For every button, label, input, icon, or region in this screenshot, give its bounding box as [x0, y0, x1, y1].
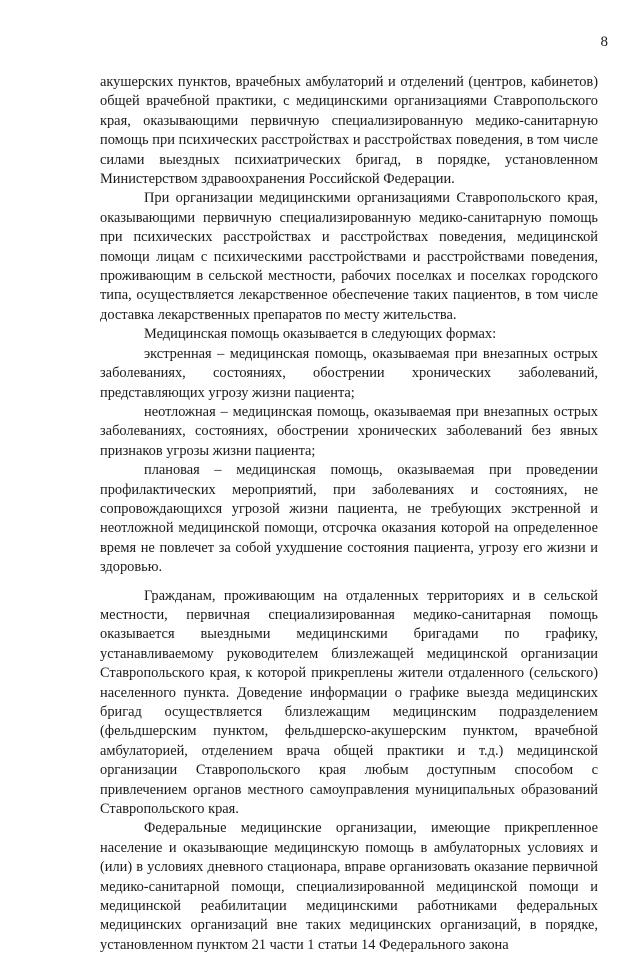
page-number: 8 [600, 34, 608, 50]
paragraph-forms-intro: Медицинская помощь оказывается в следующих формах: [144, 326, 497, 343]
paragraph-urgent: неотложная – медицинская помощь, оказываемая при внезапных острых заболеваниях, состояниях, обострении хронических заболеваний без явных признаков угрозы жизни пациента; [100, 403, 598, 459]
paragraph-planned: плановая – медицинская помощь, оказываемая при проведении профилактических мероприятий, при заболеваниях и состояниях, не сопровождающихся угрозой жизни пациента, не требующих экстренной и неотложной медицинской помощи, отсрочка оказания которой на определенное время не повлечет за собой ухудшение состояния пациента, угрозу его жизни и здоровью. [100, 462, 598, 576]
paragraph-continuation: акушерских пунктов, врачебных амбулаторий и отделений (центров, кабинетов) общей врачебной практики, с медицинскими организациями Ставропольского края, оказывающими первичную специализированную медико-санитарную помощь при психических расстройствах и расстройствах поведения, в том числе силами выездных психиатрических бригад, в порядке, установленном Министерством здравоохранения Российской Федерации. [100, 74, 598, 188]
document-body [100, 73, 598, 955]
paragraph-remote-territories: Гражданам, проживающим на отдаленных территориях и в сельской местности, первичная специализированная медико-санитарная помощь оказывается выездными медицинскими бригадами по графику, устанавливаемому руководителем близлежащей медицинской организации Ставропольского края, к которой прикреплены жители отдаленного (сельского) населенного пункта. Доведение информации о графике выезда медицинских бригад осуществляется близлежащим медицинским подразделением (фельдшерским пунктом, фельдшерско-акушерским пунктом, врачебной амбулаторией, отделением врача общей практики и т.д.) медицинской организации Ставропольского края любым доступным способом с привлечением органов местного самоуправления муниципальных образований Ставропольского края. [100, 587, 598, 818]
paragraph-medication-supply: При организации медицинскими организациями Ставропольского края, оказывающими первичную специализированную медико-санитарную помощь при психических расстройствах и расстройствах поведения, медицинской помощи лицам с психическими расстройствами и расстройствами поведения, проживающим в сельской местности, рабочих поселках и поселках городского типа, осуществляется лекарственное обеспечение таких пациентов, в том числе доставка лекарственных препаратов по месту жительства. [100, 190, 598, 323]
paragraph-emergency: экстренная – медицинская помощь, оказываемая при внезапных острых заболеваниях, состояниях, обострении хронических заболеваний, представляющих угрозу жизни пациента; [100, 345, 598, 401]
paragraph-federal-organizations: Федеральные медицинские организации, имеющие прикрепленное население и оказывающие медицинскую помощь в амбулаторных условиях и (или) в условиях дневного стационара, вправе организовать оказание первичной медико-санитарной помощи, специализированной медицинской помощи и медицинской реабилитации медицинскими работниками федеральных медицинских организаций вне таких медицинских организаций, в порядке, установленном пунктом 21 части 1 статьи 14 Федерального закона [100, 820, 598, 953]
